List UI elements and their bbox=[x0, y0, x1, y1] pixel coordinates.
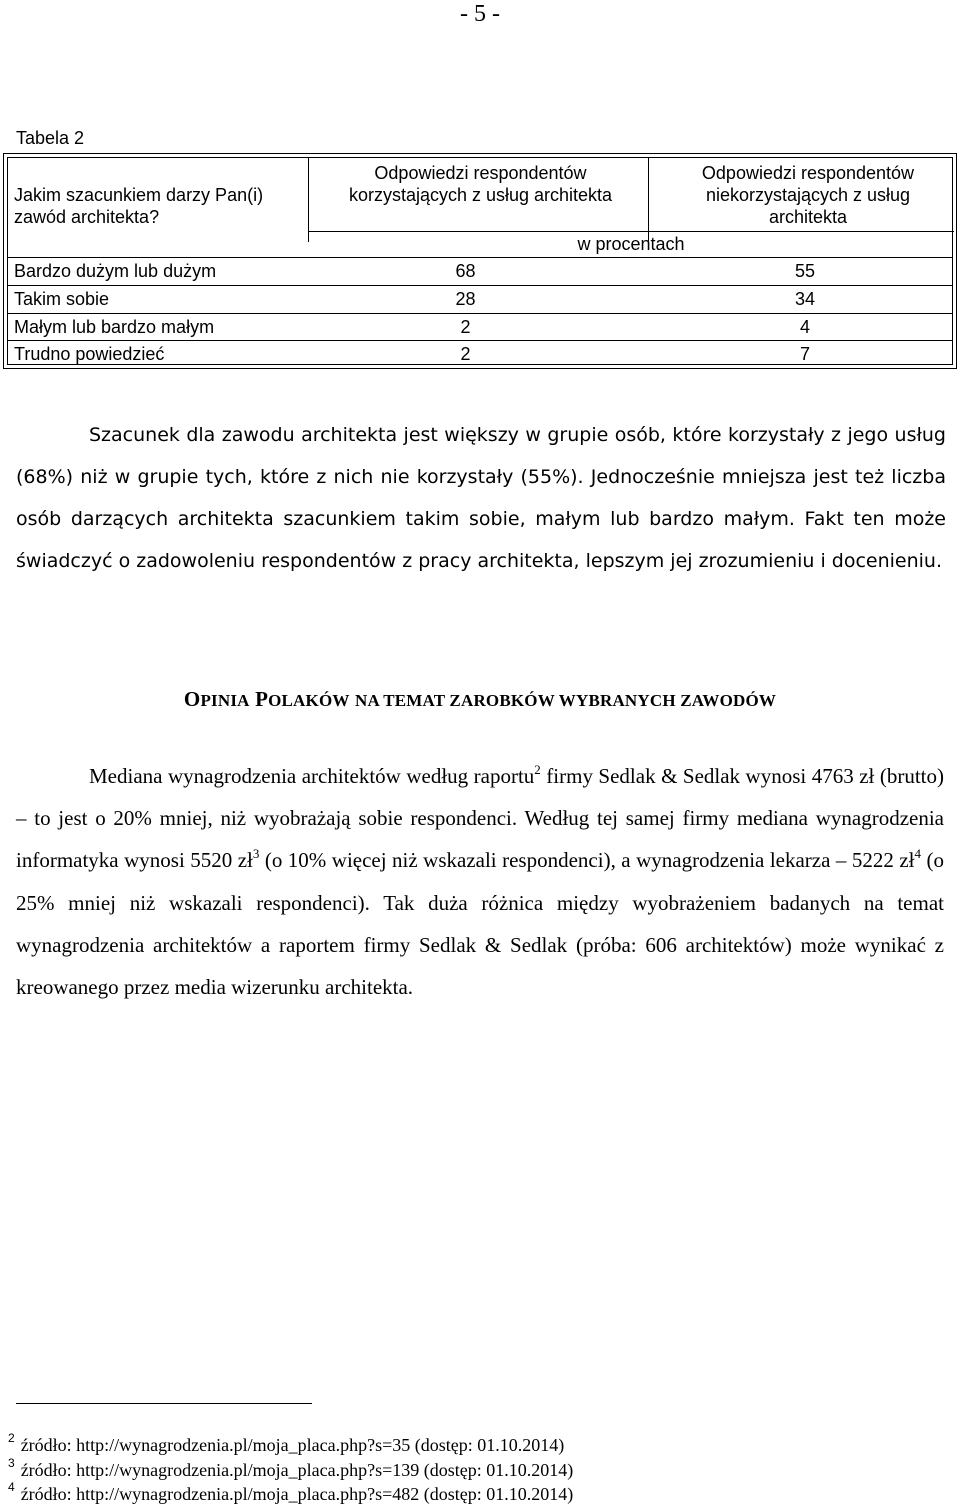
heading-rest-3: NA TEMAT ZAROBKÓW WYBRANYCH ZAWODÓW bbox=[355, 691, 777, 710]
heading-rest-2: OLAKÓW bbox=[268, 691, 350, 710]
page-number: - 5 - bbox=[460, 1, 500, 27]
salary-text-2: firmy Sedlak & Sedlak wynosi 4763 zł (brutto) – to jest o 20% mniej, niż wyobrażają sobie respondenci. Według tej samej firmy mediana wynagrodzenia informatyka wynosi 5520 zł bbox=[16, 764, 944, 873]
section-heading bbox=[0, 685, 960, 715]
footnote-ref-4[interactable]: 4 bbox=[914, 846, 922, 862]
row-label: Trudno powiedzieć bbox=[14, 344, 165, 364]
footnote bbox=[8, 1482, 573, 1506]
value-users: 68 bbox=[455, 261, 476, 281]
heading-cap-1: O bbox=[183, 687, 201, 711]
footnote-separator bbox=[16, 1403, 312, 1404]
row-label: Takim sobie bbox=[14, 289, 110, 309]
salary-text-4: (o 25% mniej niż wskazali respondenci). Tak duża różnica między wyobrażeniem badanych na temat wynagrodzenia architektów a raportem firmy Sedlak & Sedlak (próba: 606 architektów) może wynikać z kreowanego przez media wizerunku architekta. bbox=[16, 848, 944, 1000]
heading-rest-1: PINIA bbox=[200, 691, 250, 710]
analysis-paragraph-text: Szacunek dla zawodu architekta jest większy w grupie osób, które korzystały z jego usług (68%) niż w grupie tych, które z nich nie korzystały (55%). Jednocześnie mniejsza jest też liczba osób darzących architekta szacunkiem takim sobie, małym lub bardzo małym. Fakt ten może świadczyć o zadowoleniu respondentów z pracy architekta, lepszym jej zrozumieniu i docenieniu. bbox=[16, 424, 946, 572]
footnote-text: źródło: http://wynagrodzenia.pl/moja_placa.php?s=35 (dostęp: 01.10.2014) bbox=[20, 1435, 565, 1455]
column-header-users: Odpowiedzi respondentów korzystających z usług architekta bbox=[348, 163, 613, 205]
footnote-number: 3 bbox=[8, 1456, 15, 1470]
value-non-users: 55 bbox=[794, 261, 816, 281]
value-users: 2 bbox=[460, 344, 471, 364]
salary-text-1: Mediana wynagrodzenia architektów według raportu bbox=[89, 764, 535, 788]
value-non-users: 34 bbox=[794, 289, 816, 309]
value-users: 28 bbox=[455, 289, 476, 309]
row-label: Bardzo dużym lub dużym bbox=[14, 261, 217, 281]
value-non-users: 4 bbox=[799, 317, 810, 337]
unit-label: w procentach bbox=[577, 234, 685, 254]
table-question-header: Jakim szacunkiem darzy Pan(i) zawód architekta? bbox=[14, 185, 264, 227]
footnote-number: 4 bbox=[8, 1480, 15, 1494]
footnote-number: 2 bbox=[8, 1431, 15, 1445]
row-label: Małym lub bardzo małym bbox=[14, 317, 215, 337]
heading-cap-2: P bbox=[255, 687, 269, 711]
survey-table-inner-border bbox=[7, 157, 953, 365]
header-divider bbox=[308, 231, 954, 232]
footnote-text: źródło: http://wynagrodzenia.pl/moja_placa.php?s=139 (dostęp: 01.10.2014) bbox=[20, 1460, 574, 1480]
footnote bbox=[8, 1433, 564, 1457]
salary-text-3: (o 10% więcej niż wskazali respondenci), a wynagrodzenia lekarza – 5222 zł bbox=[259, 848, 915, 873]
analysis-paragraph bbox=[16, 414, 946, 582]
value-non-users: 7 bbox=[799, 344, 810, 364]
footnote-ref-3[interactable]: 3 bbox=[252, 846, 260, 862]
col-divider-2 bbox=[648, 158, 649, 242]
footnote bbox=[8, 1458, 573, 1482]
footnote-text: źródło: http://wynagrodzenia.pl/moja_placa.php?s=482 (dostęp: 01.10.2014) bbox=[20, 1484, 574, 1504]
col-divider-1 bbox=[308, 158, 309, 242]
footnote-ref-2[interactable]: 2 bbox=[534, 762, 541, 777]
table-caption: Tabela 2 bbox=[16, 128, 85, 148]
survey-table bbox=[3, 153, 957, 369]
salary-paragraph bbox=[16, 755, 944, 1008]
column-header-non-users: Odpowiedzi respondentów niekorzystających z usług architekta bbox=[701, 163, 915, 227]
value-users: 2 bbox=[460, 317, 471, 337]
